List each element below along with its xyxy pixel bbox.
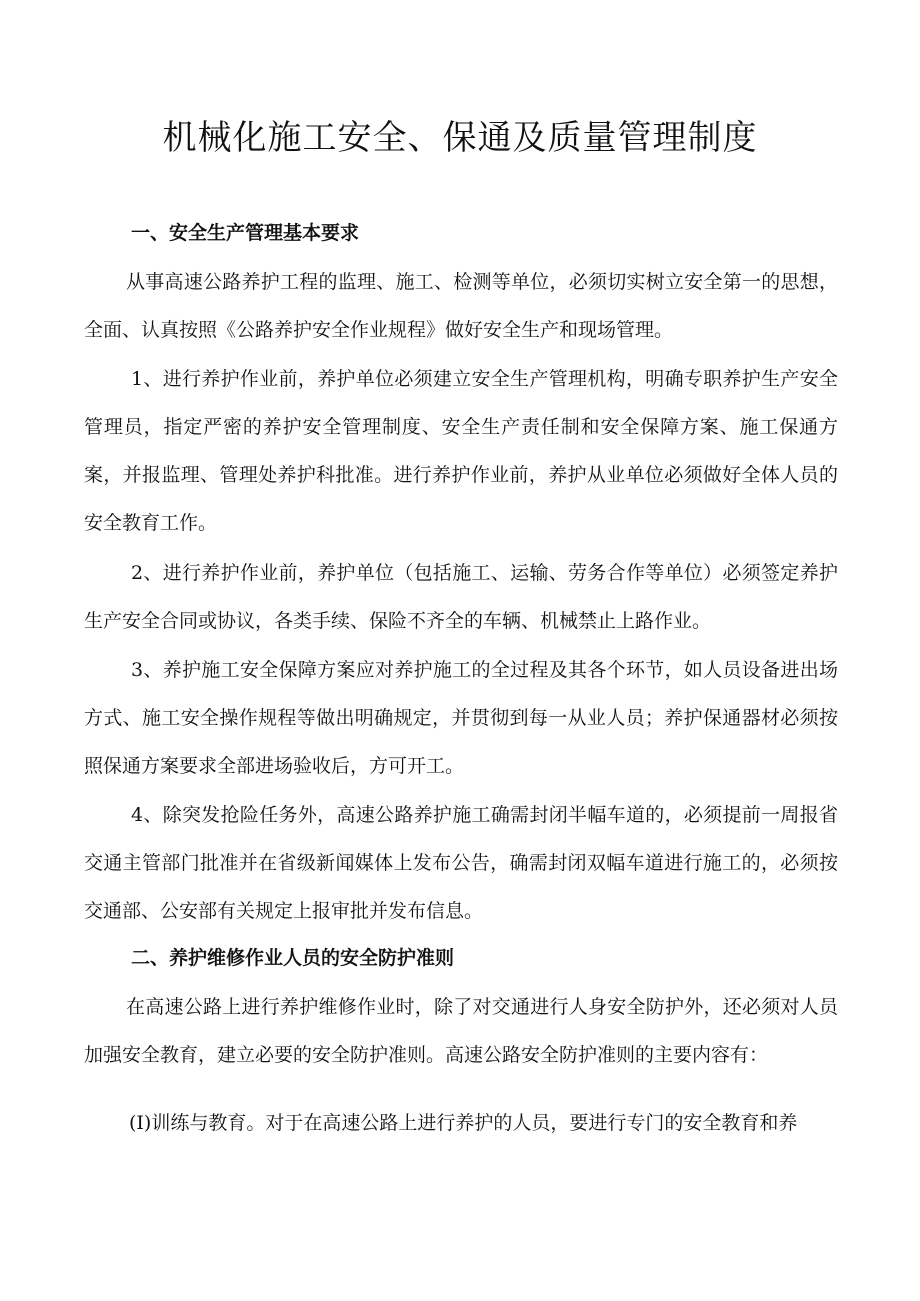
paragraph-section2-intro: 在高速公路上进行养护维修作业时，除了对交通进行人身安全防护外，还必须对人员加强安全教育，建立必要的安全防护准则。高速公路安全防护准则的主要内容有： (84, 996, 838, 1066)
paragraph-item-3: 3、养护施工安全保障方案应对养护施工的全过程及其各个环节，如人员设备进出场方式、施工安全操作规程等做出明确规定，并贯彻到每一从业人员；养护保通器材必须按照保通方案要求全部进场验收后，方可开工。 (84, 659, 838, 777)
paragraph-item-4: 4、除突发抢险任务外，高速公路养护施工确需封闭半幅车道的，必须提前一周报省交通主管部门批准并在省级新闻媒体上发布公告，确需封闭双幅车道进行施工的，必须按交通部、公安部有关规定上报审批并发布信息。 (84, 804, 838, 922)
paragraph-item-1: 1、进行养护作业前，养护单位必须建立安全生产管理机构，明确专职养护生产安全管理员，指定严密的养护安全管理制度、安全生产责任制和安全保障方案、施工保通方案，并报监理、管理处养护科批准。进行养护作业前，养护从业单位必须做好全体人员的安全教育工作。 (84, 368, 838, 534)
paragraph-item-2: 2、进行养护作业前，养护单位（包括施工、运输、劳务合作等单位）必须签定养护生产安全合同或协议，各类手续、保险不齐全的车辆、机械禁止上路作业。 (84, 562, 838, 632)
section-heading-safety-requirements: 一、安全生产管理基本要求 (131, 222, 360, 244)
page-title: 机械化施工安全、保通及质量管理制度 (162, 118, 758, 158)
paragraph-intro: 从事高速公路养护工程的监理、施工、检测等单位，必须切实树立安全第一的思想，全面、认真按照《公路养护安全作业规程》做好安全生产和现场管理。 (84, 271, 838, 341)
section-heading-worker-protection: 二、养护维修作业人员的安全防护准则 (131, 947, 455, 969)
paragraph-training-education: (I)训练与教育。对于在高速公路上进行养护的人员，要进行专门的安全教育和养 (129, 1112, 798, 1134)
